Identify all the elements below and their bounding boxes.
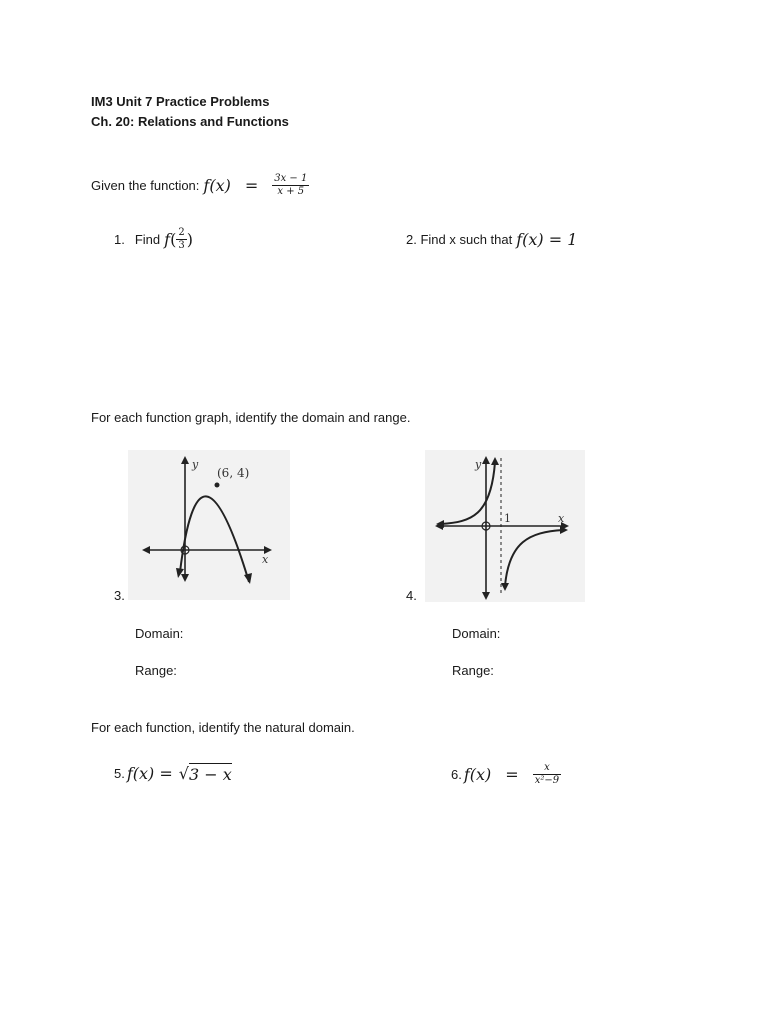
graph-4-asymptote-label: 1 bbox=[504, 512, 511, 525]
problem-1-frac-num: 2 bbox=[178, 226, 185, 238]
problem-2-label: 2. Find x such that bbox=[406, 231, 513, 247]
problem-6-fraction bbox=[533, 762, 561, 787]
sqrt-symbol: √ bbox=[178, 763, 189, 783]
graph-4-x-label: x bbox=[558, 512, 565, 525]
problem-6-denominator: x²−9 bbox=[534, 774, 560, 786]
natural-domain-instruction: For each function, identify the natural domain. bbox=[91, 720, 355, 735]
problem-6-equals: = bbox=[505, 764, 519, 784]
problem-5 bbox=[114, 760, 232, 786]
given-fraction bbox=[272, 173, 309, 198]
problem-1-number: 1. bbox=[114, 231, 125, 247]
problem-5-fx: f(x) = bbox=[126, 763, 173, 783]
open-paren: ( bbox=[170, 229, 177, 249]
worksheet-title: IM3 Unit 7 Practice Problems bbox=[91, 94, 270, 109]
problem-1 bbox=[114, 224, 193, 254]
problem-2 bbox=[406, 226, 577, 252]
problem-2-expr: f(x) = 1 bbox=[516, 229, 578, 249]
graph-4 bbox=[425, 450, 585, 602]
problem-1-f: f bbox=[164, 229, 171, 249]
problem-3-number: 3. bbox=[114, 588, 125, 603]
given-fx: f(x) bbox=[203, 175, 231, 195]
given-denominator: x + 5 bbox=[277, 185, 305, 197]
problem-4-domain-label: Domain: bbox=[452, 626, 501, 641]
problem-3-domain-label: Domain: bbox=[135, 626, 184, 641]
problem-5-number: 5. bbox=[114, 765, 125, 781]
problem-5-radicand: 3 − x bbox=[188, 764, 232, 784]
graph-3-vertex-point bbox=[215, 483, 220, 488]
given-function bbox=[91, 170, 309, 200]
problem-1-frac-den: 3 bbox=[178, 239, 185, 251]
worksheet-subtitle: Ch. 20: Relations and Functions bbox=[91, 114, 289, 129]
graph-3-y-label: y bbox=[192, 458, 199, 471]
problem-6-numerator: x bbox=[533, 762, 561, 775]
graph-3-point-label: (6, 4) bbox=[217, 466, 250, 480]
problem-1-label: Find bbox=[134, 231, 161, 247]
given-numerator: 3x − 1 bbox=[274, 172, 308, 184]
graph-4-y-label: y bbox=[475, 458, 482, 471]
problem-6-number: 6. bbox=[451, 766, 462, 782]
graph-section-instruction: For each function graph, identify the domain and range. bbox=[91, 410, 411, 425]
problem-3-range-label: Range: bbox=[135, 663, 177, 678]
problem-4-number: 4. bbox=[406, 588, 417, 603]
given-label: Given the function: bbox=[91, 177, 200, 193]
problem-6 bbox=[451, 758, 561, 790]
given-equals: = bbox=[244, 175, 259, 195]
problem-1-fraction bbox=[176, 227, 186, 252]
problem-4-range-label: Range: bbox=[452, 663, 494, 678]
graph-3 bbox=[128, 450, 290, 600]
problem-6-fx: f(x) bbox=[463, 764, 492, 784]
graph-3-x-label: x bbox=[262, 553, 269, 566]
graph-3-background bbox=[128, 450, 290, 600]
close-paren: ) bbox=[186, 229, 193, 249]
